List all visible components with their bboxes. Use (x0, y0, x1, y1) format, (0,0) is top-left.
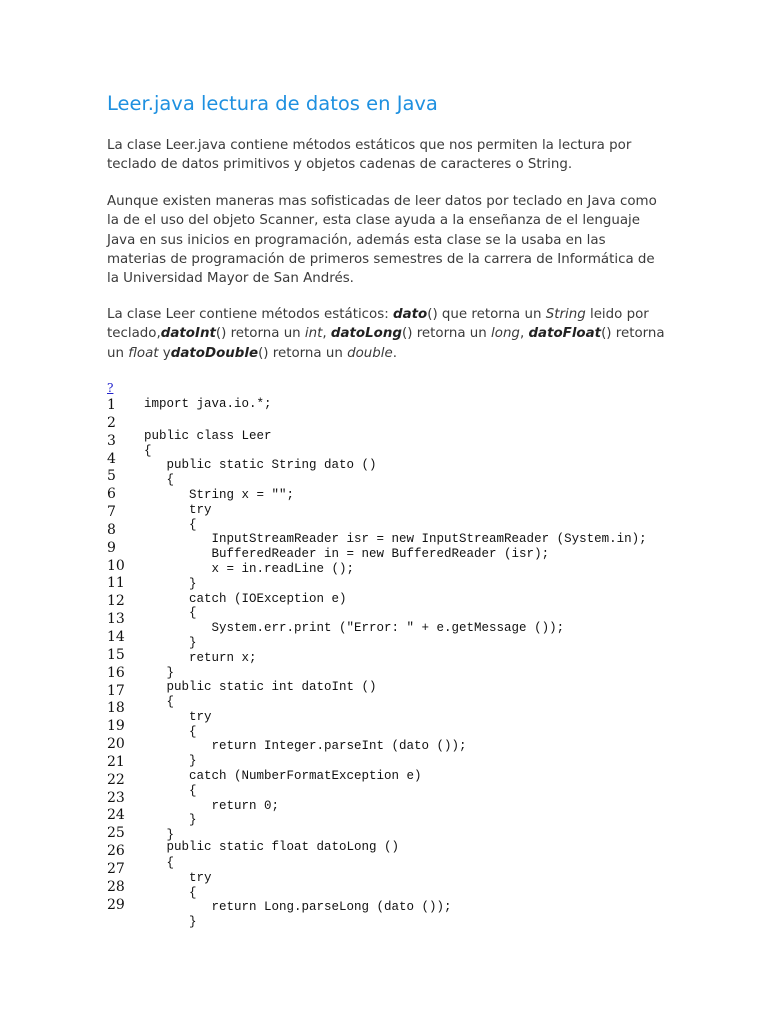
line-number: 4 (107, 450, 116, 467)
line-number: 20 (107, 736, 125, 753)
line-number: 10 (107, 557, 125, 574)
code-line: try (144, 871, 212, 885)
methods-text: () retorna un (401, 326, 492, 342)
code-line: public static float datoLong () (144, 840, 400, 854)
line-number: 12 (107, 593, 125, 610)
line-number: 8 (107, 521, 116, 538)
methods-text: . (392, 345, 398, 361)
code-line: InputStreamReader isr = new InputStreamReader (System.in); (144, 532, 647, 546)
methods-text: () retorna un (107, 326, 665, 361)
line-number: 27 (107, 860, 125, 877)
methods-text: () que retorna un (427, 307, 546, 322)
line-number: 9 (107, 539, 116, 556)
line-number: 5 (107, 468, 116, 485)
code-line: return 0; (144, 799, 280, 813)
code-line: } (144, 636, 197, 650)
line-number: 25 (107, 825, 125, 842)
code-line: { (144, 473, 175, 487)
line-number: 15 (107, 646, 125, 663)
code-line: { (144, 444, 152, 458)
methods-text: , (322, 326, 331, 342)
code-line: } (144, 754, 197, 768)
code-line: { (144, 886, 197, 900)
type-name-int: int (304, 326, 323, 342)
line-number: 3 (107, 432, 116, 449)
method-name-datoint: datoInt (160, 326, 216, 342)
method-name-datofloat: datoFloat (528, 326, 602, 342)
line-number: 18 (107, 700, 125, 717)
type-name-long: long (491, 326, 520, 342)
code-line: { (144, 518, 197, 532)
code-line: } (144, 813, 197, 827)
code-line: try (144, 503, 212, 517)
line-number: 26 (107, 843, 125, 860)
line-number: 19 (107, 718, 125, 735)
code-help-link[interactable]: ? (107, 381, 114, 395)
code-line: } (144, 828, 175, 842)
line-number: 28 (107, 878, 125, 895)
line-number: 13 (107, 611, 125, 628)
line-number: 11 (107, 575, 125, 592)
code-line: System.err.print ("Error: " + e.getMessage ()); (144, 621, 565, 635)
line-number: 6 (107, 486, 116, 503)
method-name-datodouble: datoDouble (170, 345, 259, 361)
code-line: } (144, 577, 197, 591)
page-title: Leer.java lectura de datos en Java (107, 92, 438, 115)
code-line: return Long.parseLong (dato ()); (144, 900, 452, 914)
intro-paragraph: La clase Leer.java contiene métodos estáticos que nos permiten la lectura por teclado de datos primitivos y objetos cadenas de caracteres o String. (107, 138, 632, 173)
methods-text: leido por teclado, (107, 307, 649, 342)
line-number: 29 (107, 896, 125, 913)
context-paragraph: Aunque existen maneras mas sofisticadas de leer datos por teclado en Java como la de el uso del objeto Scanner, esta clase ayuda a la enseñanza de el lenguaje Java en sus inicios en programación, además esta clase se la usaba en las materias de programación de primeros semestres de la carrera de Informática de la Universidad Mayor de San Andrés. (107, 194, 657, 287)
line-number: 22 (107, 771, 125, 788)
methods-text: , (519, 326, 529, 342)
methods-text: () retorna un (258, 345, 348, 361)
line-number-gutter (107, 397, 137, 914)
line-number: 21 (107, 753, 125, 770)
code-line: public class Leer (144, 429, 272, 443)
type-name-double: double (347, 345, 393, 361)
code-line: return Integer.parseInt (dato ()); (144, 739, 467, 753)
line-number: 16 (107, 664, 125, 681)
line-number: 17 (107, 682, 125, 699)
code-line: { (144, 856, 175, 870)
methods-text: y (158, 345, 171, 361)
code-line: { (144, 606, 197, 620)
code-line: x = in.readLine (); (144, 562, 355, 576)
code-line: { (144, 784, 197, 798)
methods-text: () retorna un (215, 326, 305, 342)
line-number: 14 (107, 628, 125, 645)
methods-text: La clase Leer contiene métodos estáticos: (107, 307, 393, 322)
method-name-datolong: datoLong (330, 326, 402, 342)
code-line: try (144, 710, 212, 724)
line-number: 2 (107, 414, 116, 431)
code-line: catch (IOException e) (144, 592, 347, 606)
code-line: catch (NumberFormatException e) (144, 769, 422, 783)
line-number: 1 (107, 397, 116, 413)
type-name-string: String (545, 307, 586, 322)
code-line: { (144, 725, 197, 739)
code-line: public static String dato () (144, 458, 377, 472)
methods-paragraph (107, 305, 667, 363)
line-number: 7 (107, 504, 116, 521)
code-line: return x; (144, 651, 257, 665)
code-line: } (144, 915, 197, 929)
line-number: 23 (107, 789, 125, 806)
code-line: } (144, 666, 175, 680)
code-line: String x = ""; (144, 488, 295, 502)
type-name-float: float (128, 345, 159, 361)
line-number: 24 (107, 807, 125, 824)
method-name-dato: dato (392, 307, 428, 322)
code-line: { (144, 695, 175, 709)
code-line: public static int datoInt () (144, 680, 377, 694)
code-line: import java.io.*; (144, 397, 272, 411)
code-line: BufferedReader in = new BufferedReader (isr); (144, 547, 550, 561)
